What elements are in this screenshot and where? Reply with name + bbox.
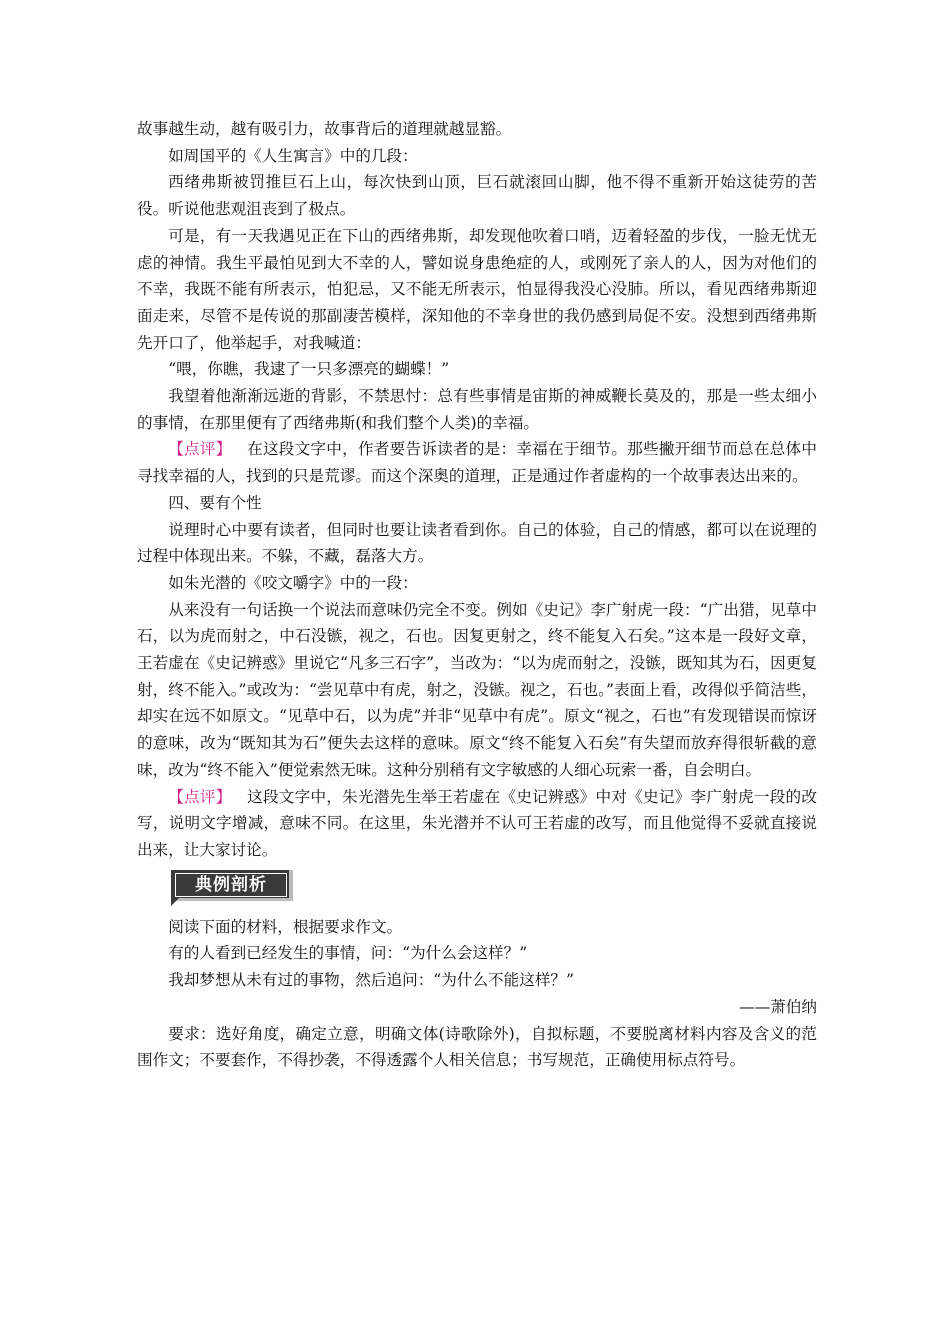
paragraph: “喂，你瞧，我逮了一只多漂亮的蝴蝶！” (168, 360, 450, 379)
paragraph: 我望着他渐渐远逝的背影，不禁思忖：总有些事情是宙斯的神威鞭长莫及的，那是一些太细小的事情，在那里便有了西绪弗斯(和我们整个人类)的幸福。 (137, 387, 817, 432)
banner-tab-decoration (171, 898, 179, 906)
document-page (137, 116, 817, 1074)
section-banner (171, 870, 297, 906)
paragraph: 如周国平的《人生寓言》中的几段： (168, 146, 418, 165)
paragraph: 有的人看到已经发生的事情，问：“为什么会这样？” (168, 944, 528, 963)
paragraph: 可是，有一天我遇见正在下山的西绪弗斯，却发现他吹着口哨，迈着轻盈的步伐，一脸无忧无虑的神情。我生平最怕见到大不幸的人，譬如说身患绝症的人，或刚死了亲人的人，因为对他们的不幸，我既不能有所表示，怕犯忌，又不能无所表示，怕显得我没心没肺。所以，看见西绪弗斯迎面走来，尽管不是传说的那副凄苦模样，深知他的不幸身世的我仍感到局促不安。没想到西绪弗斯先开口了，他举起手，对我喊道： (137, 226, 817, 352)
comment-text: 在这段文字中，作者要告诉读者的是：幸福在于细节。那些撇开细节而总在总体中寻找幸福的人，找到的只是荒谬。而这个深奥的道理，正是通过作者虚构的一个故事表达出来的。 (137, 440, 817, 486)
requirement-paragraph: 要求：选好角度，确定立意，明确文体(诗歌除外)，自拟标题，不要脱离材料内容及含义的范围作文；不要套作，不得抄袭，不得透露个人相关信息；书写规范，正确使用标点符号。 (137, 1024, 817, 1070)
banner-title: 典例剖析 (175, 873, 287, 897)
paragraph: 说理时心中要有读者，但同时也要让读者看到你。自己的体验，自己的情感，都可以在说理的过程中体现出来。不躲，不藏，磊落大方。 (137, 520, 817, 566)
comment-tag: 【点评】 (168, 440, 232, 459)
paragraph: 如朱光潜的《咬文嚼字》中的一段： (168, 573, 418, 592)
paragraph: 西绪弗斯被罚推巨石上山，每次快到山顶，巨石就滚回山脚，他不得不重新开始这徒劳的苦役。听说他悲观沮丧到了极点。 (137, 173, 817, 219)
paragraph: 从来没有一句话换一个说法而意味仍完全不变。例如《史记》李广射虎一段：“广出猎，见草中石，以为虎而射之，中石没镞，视之，石也。因复更射之，终不能复入石矣。”这本是一段好文章，王若虚在《史记辨惑》里说它“凡多三石字”，当改为：“以为虎而射之，没镞，既知其为石，因更复射，终不能入。”或改为：“尝见草中有虎，射之，没镞。视之，石也。”表面上看，改得似乎简洁些，却实在远不如原文。“见草中石，以为虎”并非“见草中有虎”。原文“视之，石也”有发现错误而惊讶的意味，改为“既知其为石”便失去这样的意味。原文“终不能复入石矣”有失望而放弃得很斩截的意味，改为“终不能入”便觉索然无味。这种分别稍有文字敏感的人细心玩索一番，自会明白。 (137, 600, 817, 779)
comment-text: 这段文字中，朱光潜先生举王若虚在《史记辨惑》中对《史记》李广射虎一段的改写，说明文字增减，意味不同。在这里，朱光潜并不认可王若虚的改写，而且他觉得不妥就直接说出来，让大家讨论。 (137, 787, 817, 859)
comment-tag: 【点评】 (168, 787, 232, 806)
paragraph: 故事越生动，越有吸引力，故事背后的道理就越显豁。 (137, 120, 512, 138)
comment-paragraph (137, 436, 817, 489)
paragraph: 阅读下面的材料，根据要求作文。 (168, 917, 403, 936)
comment-paragraph (137, 784, 817, 864)
paragraph: 我却梦想从未有过的事物，然后追问：“为什么不能这样？” (168, 971, 574, 990)
attribution: ——萧伯纳 (739, 997, 817, 1016)
banner-box (171, 870, 293, 901)
section-heading: 四、要有个性 (168, 493, 262, 512)
